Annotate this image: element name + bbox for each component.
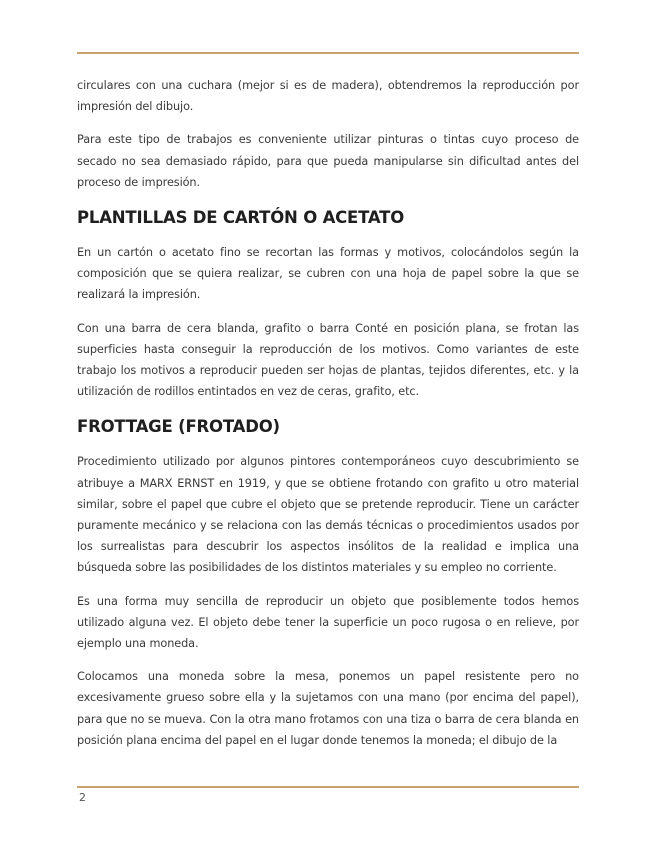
header-divider (77, 52, 579, 54)
paragraph: En un cartón o acetato fino se recortan las formas y motivos, colocándolos según la composición que se quiera realizar, se cubren con una hoja de papel sobre la que se realizará la impresión. (77, 246, 579, 302)
page-number: 2 (79, 791, 86, 804)
paragraph: Procedimiento utilizado por algunos pintores contemporáneos cuyo descubrimiento se atribuye a MARX ERNST en 1919, y que se obtiene frotando con grafito u otro material similar, sobre el papel que cubre el objeto que se pretende reproducir. Tiene un carácter puramente mecánico y se relaciona con las demás técnicas o procedimientos usados por los surrealistas para descubrir los aspectos insólitos de la realidad e implica una búsqueda sobre las posibilidades de los distintos materiales y su empleo no corriente. (77, 455, 579, 575)
paragraph: circulares con una cuchara (mejor si es de madera), obtendremos la reproducción por impresión del dibujo. (77, 79, 579, 114)
paragraph: Es una forma muy sencilla de reproducir un objeto que posiblemente todos hemos utilizado alguna vez. El objeto debe tener la superficie un poco rugosa o en relieve, por ejemplo una moneda. (77, 594, 579, 651)
paragraph: Colocamos una moneda sobre la mesa, ponemos un papel resistente pero no excesivamente grueso sobre ella y la sujetamos con una mano (por encima del papel), para que no se mueva. Con la otra mano frotamos con una tiza o barra de cera blanda en posición plana encima del papel en el lugar donde tenemos la moneda; el dibujo de la (77, 670, 579, 747)
section-heading-frottage: FROTTAGE (FROTADO) (77, 417, 280, 437)
footer-divider (77, 786, 579, 788)
paragraph: Para este tipo de trabajos es conveniente utilizar pinturas o tintas cuyo proceso de secado no sea demasiado rápido, para que pueda manipularse sin dificultad antes del proceso de impresión. (77, 133, 579, 189)
section-heading-plantillas: PLANTILLAS DE CARTÓN O ACETATO (77, 208, 405, 228)
page-body (77, 75, 579, 763)
paragraph: Con una barra de cera blanda, grafito o barra Conté en posición plana, se frotan las superficies hasta conseguir la reproducción de los motivos. Como variantes de este trabajo los motivos a reproducir pueden ser hojas de plantas, tejidos diferentes, etc. y la utilización de rodillos entintados en vez de ceras, grafito, etc. (77, 321, 579, 399)
